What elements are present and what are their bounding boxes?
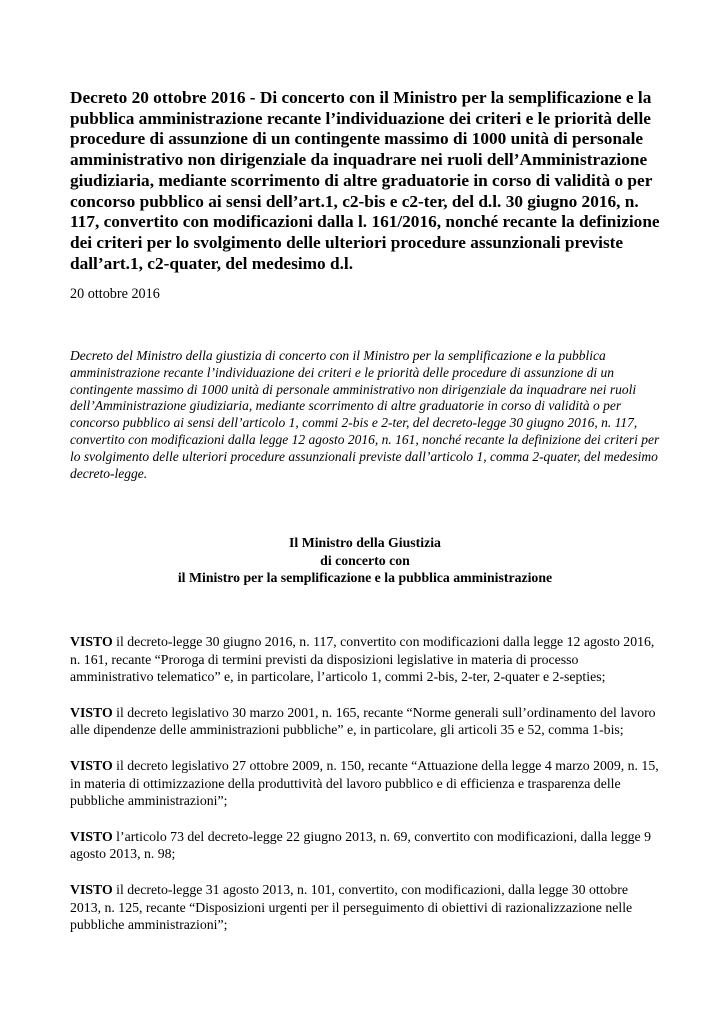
consideration-text: il decreto-legge 31 agosto 2013, n. 101, convertito, con modificazioni, dalla legge 30 ottobre 2013, n. 125, recante “Disposizioni urgenti per il perseguimento di obiettivi di razionalizzazione nelle pubbliche amministrazioni”; xyxy=(70,881,633,933)
consideration-text: il decreto legislativo 30 marzo 2001, n. 165, recante “Norme generali sull’ordinamento del lavoro alle dipendenze delle amministrazioni pubbliche” e, in particolare, gli articoli 35 e 52, comma 1-bis; xyxy=(70,704,656,738)
authority-line: di concerto con xyxy=(320,552,410,568)
visto-keyword: VISTO xyxy=(70,881,113,897)
visto-keyword: VISTO xyxy=(70,757,113,773)
decree-date: 20 ottobre 2016 xyxy=(70,286,160,302)
visto-keyword: VISTO xyxy=(70,828,113,844)
considerations-list xyxy=(70,633,660,952)
consideration-paragraph xyxy=(70,881,660,934)
consideration-text: il decreto legislativo 27 ottobre 2009, n. 150, recante “Attuazione della legge 4 marzo 2009, n. 15, in materia di ottimizzazione della produttività del lavoro pubblico e di efficienza e trasparenza delle pubbliche amministrazioni”; xyxy=(70,757,659,809)
decree-title: Decreto 20 ottobre 2016 - Di concerto con il Ministro per la semplificazione e la pubblica amministrazione recante l’individuazione dei criteri e le priorità delle procedure di assunzione di un contingente massimo di 1000 unità di personale amministrativo non dirigenziale da inquadrare nei ruoli dell’Amministrazione giudiziaria, mediante scorrimento di altre graduatorie in corso di validità o per concorso pubblico ai sensi dell’art.1, c2-bis e c2-ter, del d.l. 30 giugno 2016, n. 117, convertito con modificazioni dalla l. 161/2016, nonché recante la definizione dei criteri per lo svolgimento delle ulteriori procedure assunzionali previste dall’art.1, c2-quater, del medesimo d.l. xyxy=(70,88,660,273)
issuing-authority xyxy=(70,534,660,587)
decree-abstract: Decreto del Ministro della giustizia di concerto con il Ministro per la semplificazione e la pubblica amministrazione recante l’individuazione dei criteri e le priorità delle procedure di assunzione di un contingente massimo di 1000 unità di personale amministrativo non dirigenziale da inquadrare nei ruoli dell’Amministrazione giudiziaria, mediante scorrimento di altre graduatorie in corso di validità o per concorso pubblico ai sensi dell’articolo 1, commi 2-bis e 2-ter, del decreto-legge 30 giugno 2016, n. 117, convertito con modificazioni dalla legge 12 agosto 2016, n. 161, nonché recante la definizione dei criteri per lo svolgimento delle ulteriori procedure assunzionali previste dall’articolo 1, comma 2-quater, del medesimo decreto-legge. xyxy=(70,348,660,481)
consideration-paragraph xyxy=(70,633,660,686)
consideration-text: l’articolo 73 del decreto-legge 22 giugno 2013, n. 69, convertito con modificazioni, dalla legge 9 agosto 2013, n. 98; xyxy=(70,828,652,862)
consideration-paragraph xyxy=(70,828,660,863)
consideration-paragraph xyxy=(70,704,660,739)
consideration-paragraph xyxy=(70,757,660,810)
authority-line: il Ministro per la semplificazione e la pubblica amministrazione xyxy=(177,570,553,586)
visto-keyword: VISTO xyxy=(70,704,113,720)
consideration-text: il decreto-legge 30 giugno 2016, n. 117, convertito con modificazioni dalla legge 12 agosto 2016, n. 161, recante “Proroga di termini previsti da disposizioni legislative in materia di processo amministrativo telematico” e, in particolare, l’articolo 1, commi 2-bis, 2-ter, 2-quater e 2-septies; xyxy=(70,634,655,685)
visto-keyword: VISTO xyxy=(70,634,113,649)
authority-line: Il Ministro della Giustizia xyxy=(289,535,441,550)
